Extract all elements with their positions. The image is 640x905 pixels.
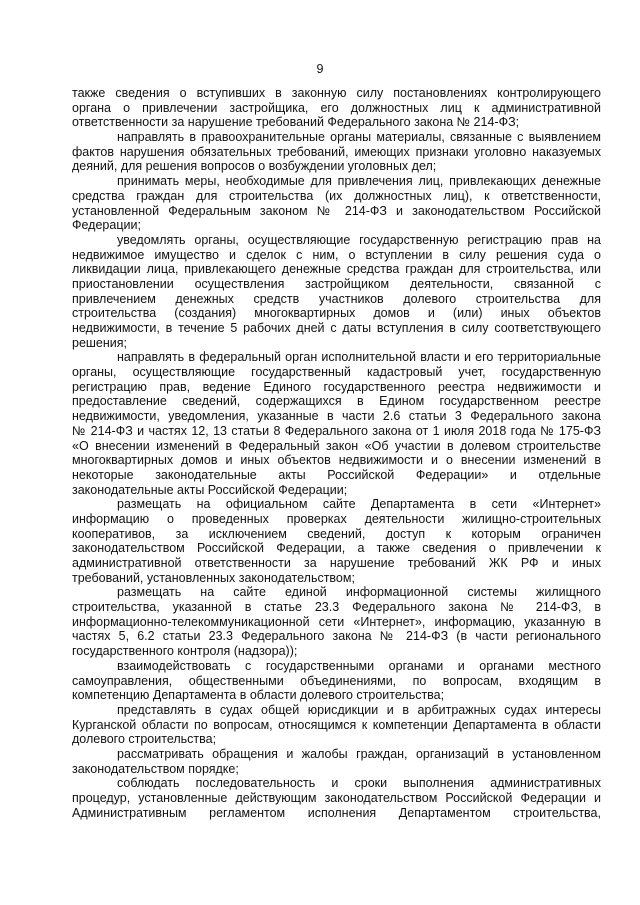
text-line: также сведения о вступивших в законную силу постановлениях контролирующего: [72, 86, 601, 100]
text-line: частях 5, 6.2 статьи 23.3 Федерального закона № 214-ФЗ (в части регионального: [72, 629, 601, 644]
text-line: недвижимости, уведомления, указанные в части 2.6 статьи 3 Федерального закона: [72, 409, 601, 424]
paragraph: [72, 659, 601, 703]
paragraph: [72, 776, 601, 820]
text-line: регистрацию прав, ведение Единого государственного реестра недвижимости и: [72, 379, 601, 394]
text-line: долевого строительства;: [72, 732, 217, 747]
text-line: кооперативов, за исключением сведений, доступ к которым ограничен: [72, 526, 601, 541]
text-line: Федерации;: [72, 218, 141, 233]
text-line: строительства, указанной в статье 23.3 Федерального закона № 214-ФЗ, в: [72, 600, 601, 615]
text-line: информацию о проведенных проверках деятельности жилищно-строительных: [72, 511, 601, 526]
text-line: процедур, установленные действующим законодательством Российской Федерации и: [72, 791, 601, 805]
text-line: недвижимости, в течение 5 рабочих дней с даты вступления в силу соответствующего: [72, 321, 601, 335]
text-line: органа о привлечении застройщика, его должностных лиц к административной: [72, 100, 601, 115]
text-line: соблюдать последовательность и сроки выполнения административных: [117, 776, 601, 791]
paragraph: [72, 174, 601, 233]
page-number: 9: [316, 62, 324, 76]
document-body: [72, 86, 601, 820]
text-line: решения;: [72, 335, 128, 350]
text-line: некоторые законодательные акты Российской Федерации» и отдельные: [72, 467, 601, 482]
text-line: строительства (создания) многоквартирных домов и (или) иных объектов: [72, 306, 601, 321]
paragraph: [72, 747, 601, 776]
paragraph: [72, 130, 601, 174]
text-line: предоставление сведений, содержащихся в Едином государственном реестре: [72, 394, 601, 409]
text-line: законодательством Российской Федерации, а также сведения о привлечении к: [72, 541, 601, 556]
text-line: требований, установленных законодательством;: [72, 570, 355, 585]
text-line: размещать на сайте единой информационной системы жилищного: [117, 585, 601, 600]
text-line: органы, осуществляющие государственный кадастровый учет, государственную: [72, 365, 601, 380]
paragraph: [72, 585, 601, 658]
text-line: взаимодействовать с государственными органами и органами местного: [117, 658, 601, 673]
paragraph: [72, 497, 601, 585]
text-line: фактов нарушения обязательных требований, имеющих признаки уголовно наказуемых: [72, 144, 601, 159]
text-line: размещать на официальном сайте Департамента в сети «Интернет»: [117, 497, 601, 512]
text-line: недвижимое имущество и сделок с ним, о вступлении в силу решения суда о: [72, 247, 601, 262]
text-line: средства граждан для строительства (их должностных лиц), к ответственности,: [72, 188, 601, 203]
text-line: уведомлять органы, осуществляющие государственную регистрацию прав на: [117, 232, 601, 247]
paragraph: [72, 350, 601, 497]
paragraph: [72, 86, 601, 130]
text-line: Административным регламентом исполнения Департаментом строительства,: [72, 805, 601, 820]
text-line: законодательством порядке;: [72, 761, 239, 776]
text-line: приостановлении осуществления застройщиком деятельности, связанной с: [72, 276, 601, 291]
text-line: законодательные акты Российской Федерации;: [72, 482, 348, 497]
text-line: деяний, для решения вопросов о возбуждении уголовных дел;: [72, 159, 437, 174]
text-line: государственного контроля (надзора));: [72, 644, 298, 659]
text-line: ответственности за нарушение требований Федерального закона № 214-ФЗ;: [72, 115, 520, 130]
text-line: компетенцию Департамента в области долевого строительства;: [72, 688, 445, 703]
text-line: самоуправления, общественными объединениями, по вопросам, входящим в: [72, 673, 601, 688]
text-line: принимать меры, необходимые для привлечения лиц, привлекающих денежные: [117, 174, 601, 189]
text-line: направлять в правоохранительные органы материалы, связанные с выявлением: [117, 130, 601, 145]
text-line: представлять в судах общей юрисдикции и в арбитражных судах интересы: [117, 702, 601, 717]
text-line: информационно-телекоммуникационной сети «Интернет», информацию, указанную в: [72, 614, 601, 629]
text-line: привлечением денежных средств участников долевого строительства для: [72, 291, 601, 306]
text-line: административной ответственности за нарушение требований ЖК РФ и иных: [72, 556, 601, 570]
text-line: установленной Федеральным законом № 214-ФЗ и законодательством Российской: [72, 203, 601, 218]
paragraph: [72, 703, 601, 747]
text-line: № 214-ФЗ и частях 12, 13 статьи 8 Федерального закона от 1 июля 2018 года № 175-ФЗ: [72, 423, 601, 438]
paragraph: [72, 233, 601, 351]
text-line: многоквартирных домов и иных объектов недвижимости и о внесении изменений в: [72, 453, 601, 468]
text-line: рассматривать обращения и жалобы граждан, организаций в установленном: [117, 746, 601, 761]
text-line: направлять в федеральный орган исполнительной власти и его территориальные: [117, 350, 601, 365]
text-line: «О внесении изменений в Федеральный закон «Об участии в долевом строительстве: [72, 438, 601, 453]
text-line: ликвидации лица, привлекающего денежные средства граждан для строительства, или: [72, 262, 601, 277]
text-line: Курганской области по вопросам, относящимся к компетенции Департамента в области: [72, 717, 601, 732]
